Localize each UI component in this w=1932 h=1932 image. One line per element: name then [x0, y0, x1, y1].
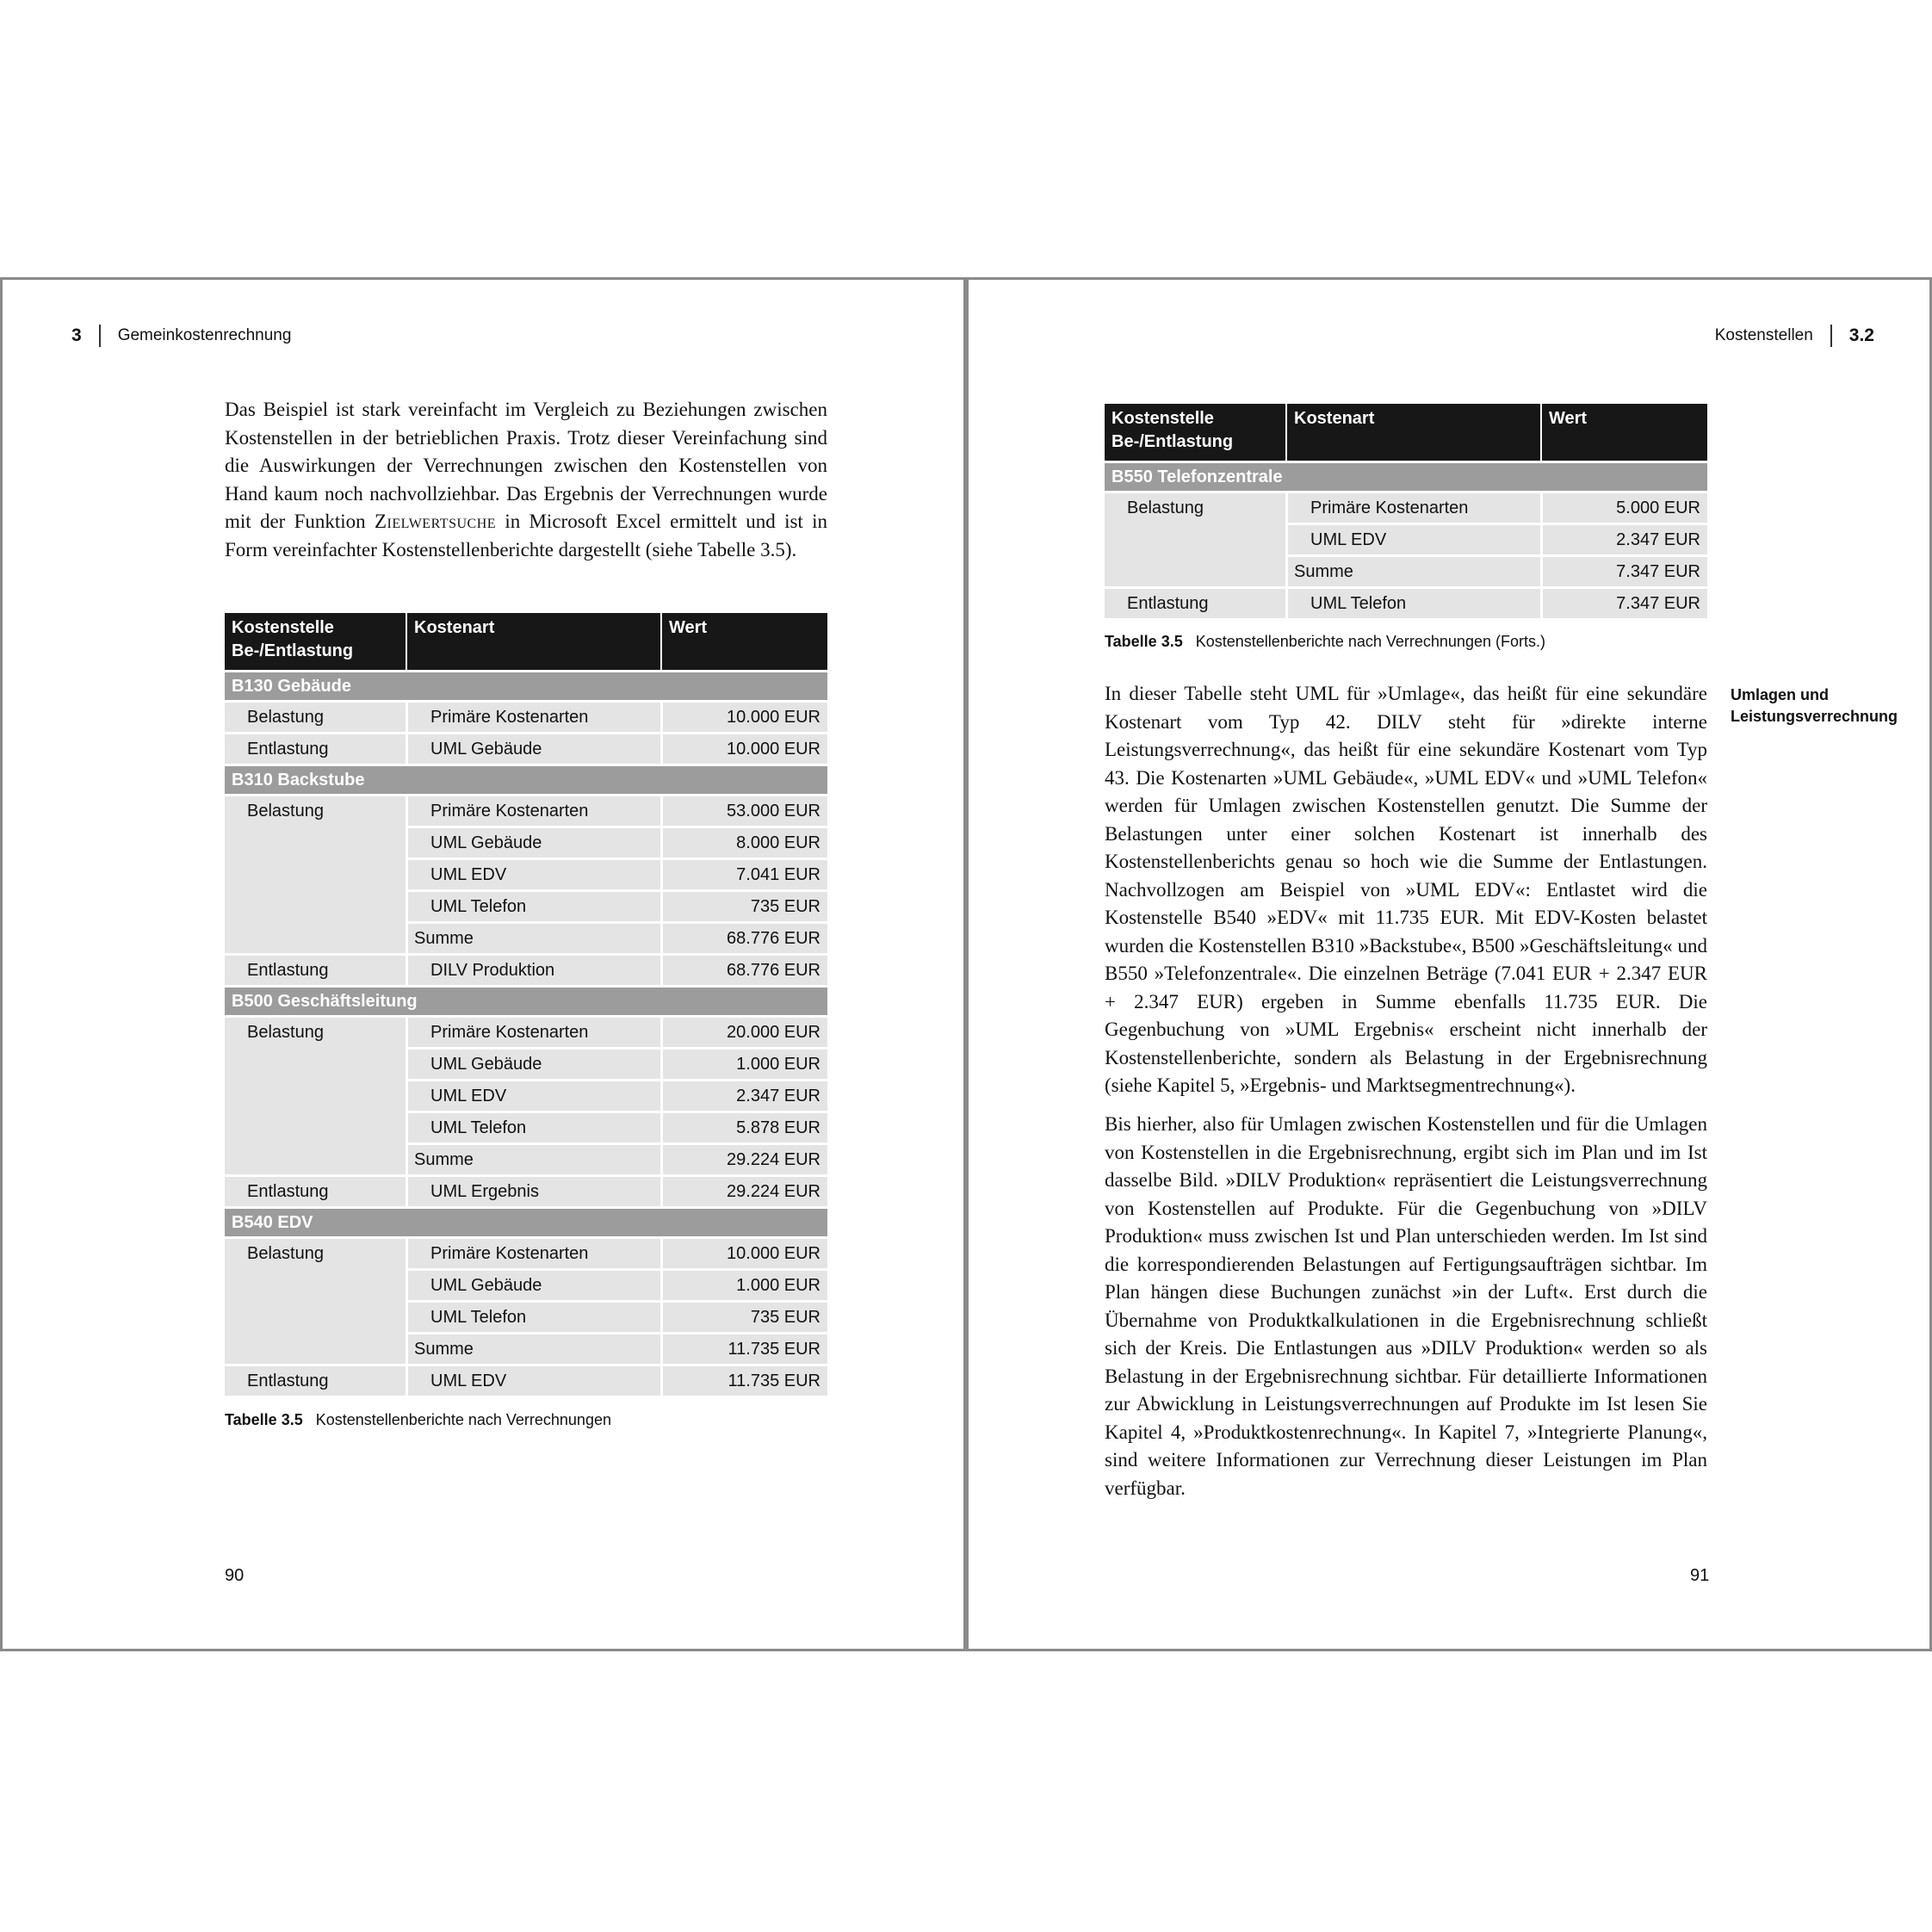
table-row [225, 956, 827, 985]
value-cell: 11.735 EUR [660, 1366, 827, 1396]
intro-paragraph [225, 396, 827, 564]
cost-type-cell: UML Telefon [1285, 589, 1540, 618]
cost-type-cell: Primäre Kostenarten [406, 1239, 660, 1268]
book-spread [0, 277, 1932, 1655]
page-number-right: 91 [1690, 1566, 1710, 1585]
table-row [225, 1177, 827, 1206]
value-cell: 7.347 EUR [1540, 589, 1707, 618]
value-cell: 20.000 EUR [660, 1018, 827, 1047]
function-name: Zielwertsuche [374, 511, 497, 532]
entry-type-cell: Belastung [225, 703, 406, 732]
cost-center-report-table-continued [1105, 401, 1707, 621]
sum-label-cell: Summe [406, 1145, 660, 1174]
value-cell: 735 EUR [660, 1303, 827, 1332]
header-divider [99, 325, 101, 347]
cost-center-group-row [225, 988, 827, 1015]
table-row [225, 703, 827, 732]
value-cell: 7.347 EUR [1540, 557, 1707, 586]
table-row [225, 734, 827, 764]
value-cell: 29.224 EUR [660, 1177, 827, 1206]
caption-label: Tabelle 3.5 [225, 1411, 303, 1428]
cost-type-cell: UML Telefon [406, 1113, 660, 1142]
entry-type-cell: Entlastung [225, 734, 406, 764]
table-row [225, 1018, 827, 1047]
column-header: Kostenart [1285, 404, 1540, 461]
running-head-right [1715, 325, 1874, 347]
value-cell: 2.347 EUR [1540, 525, 1707, 554]
value-cell: 10.000 EUR [660, 734, 827, 764]
entry-type-cell: Entlastung [225, 1177, 406, 1206]
value-cell: 10.000 EUR [660, 703, 827, 732]
cost-type-cell: UML EDV [406, 1081, 660, 1111]
cost-center-title: B500 Geschäftsleitung [225, 988, 827, 1015]
cost-center-group-row [225, 672, 827, 700]
column-header: Kostenart [406, 613, 660, 670]
entry-type-cell: Entlastung [225, 956, 406, 985]
value-cell: 735 EUR [660, 892, 827, 921]
value-cell: 8.000 EUR [660, 828, 827, 858]
value-cell: 7.041 EUR [660, 860, 827, 889]
running-head-left [71, 325, 291, 347]
chapter-title: Gemeinkostenrechnung [117, 326, 292, 344]
sum-label-cell: Summe [1285, 557, 1540, 586]
table-row [1105, 493, 1707, 523]
cost-center-group-row [225, 1209, 827, 1236]
table-row [225, 1366, 827, 1396]
entry-type-cell: Belastung [225, 796, 406, 953]
value-cell: 68.776 EUR [660, 924, 827, 953]
chapter-number: 3 [71, 325, 82, 345]
value-cell: 1.000 EUR [660, 1271, 827, 1300]
value-cell: 5.000 EUR [1540, 493, 1707, 523]
cost-type-cell: Primäre Kostenarten [1285, 493, 1540, 523]
column-header: Kostenstelle Be-/Entlastung [225, 613, 406, 670]
cost-type-cell: UML Gebäude [406, 734, 660, 764]
cost-type-cell: UML Telefon [406, 892, 660, 921]
value-cell: 5.878 EUR [660, 1113, 827, 1142]
column-header: Wert [1540, 404, 1707, 461]
sum-label-cell: Summe [406, 1334, 660, 1364]
page-number-left: 90 [225, 1566, 245, 1585]
cost-type-cell: Primäre Kostenarten [406, 703, 660, 732]
table-row [1105, 589, 1707, 618]
paragraph-uml-dilv: In dieser Tabelle steht UML für »Umlage«, das heißt für eine sekundäre Kostenart vom Typ 42. DILV steht für »direkte interne Leistungsverrechnung«, das heißt für eine sekundäre Kostenart vom Typ 43. Die Kostenarten »UML Gebäude«, »UML EDV« und »UML Telefon« werden für Umlagen zwischen Kostenstellen genutzt. Die Summe der Belastungen unter einer solchen Kostenart ist innerhalb des Kostenstellenberichts genau so hoch wie die Summe der Entlastungen. Nachvollzogen am Beispiel von »UML EDV«: Entlastet wird die Kostenstelle B540 »EDV« mit 11.735 EUR. Mit EDV-Kosten belastet wurden die Kostenstellen B310 »Backstube«, B500 »Geschäftsleitung« und B550 »Telefonzentrale«. Die einzelnen Beträge (7.041 EUR + 2.347 EUR + 2.347 EUR) ergeben in Summe ebenfalls 11.735 EUR. Die Gegenbuchung von »UML Ergebnis« erscheint nicht innerhalb der Kostenstellenberichte, sondern als Belastung in der Ergebnisrechnung (siehe Kapitel 5, »Ergebnis- und Marktsegmentrechnung«). [1105, 683, 1707, 1096]
right-page [966, 277, 1932, 1651]
intro-text-before: Das Beispiel ist stark vereinfacht im Vergleich zu Beziehungen zwischen Kostenstellen in der betrieblichen Praxis. Trotz dieser Vereinfachung sind die Auswirkungen der Verrechnungen zwischen den Kostenstellen von Hand kaum noch nachvollziehbar. Das Ergebnis der Verrechnungen wurde mit der Funktion [225, 399, 827, 532]
table-row [225, 796, 827, 826]
value-cell: 1.000 EUR [660, 1050, 827, 1079]
table-row [225, 1239, 827, 1268]
caption-label: Tabelle 3.5 [1105, 633, 1183, 650]
section-number: 3.2 [1848, 325, 1874, 345]
entry-type-cell: Entlastung [1105, 589, 1285, 618]
entry-type-cell: Belastung [225, 1239, 406, 1364]
cost-type-cell: Primäre Kostenarten [406, 796, 660, 826]
cost-type-cell: UML Gebäude [406, 1050, 660, 1079]
header-divider [1830, 325, 1832, 347]
caption-text: Kostenstellenberichte nach Verrechnungen (Forts.) [1195, 633, 1545, 650]
sum-label-cell: Summe [406, 924, 660, 953]
cost-center-title: B540 EDV [225, 1209, 827, 1236]
value-cell: 68.776 EUR [660, 956, 827, 985]
intro-text-after: in Microsoft Excel ermittelt und ist in Form vereinfachter Kostenstellenberichte dargestellt (siehe Tabelle 3.5). [225, 511, 827, 560]
table-caption-right [1105, 633, 1545, 651]
value-cell: 10.000 EUR [660, 1239, 827, 1268]
cost-type-cell: DILV Produktion [406, 956, 660, 985]
table-header-row [225, 613, 827, 670]
cost-center-report-table [225, 610, 827, 1398]
table-caption-left [225, 1411, 611, 1429]
left-page [0, 277, 966, 1651]
entry-type-cell: Belastung [1105, 493, 1285, 586]
cost-type-cell: UML EDV [1285, 525, 1540, 554]
cost-type-cell: UML Telefon [406, 1303, 660, 1332]
cost-type-cell: UML EDV [406, 1366, 660, 1396]
caption-text: Kostenstellenberichte nach Verrechnungen [315, 1411, 611, 1428]
cost-center-title: B130 Gebäude [225, 672, 827, 700]
cost-center-title: B310 Backstube [225, 766, 827, 794]
value-cell: 2.347 EUR [660, 1081, 827, 1111]
cost-center-group-row [1105, 463, 1707, 491]
cost-type-cell: UML EDV [406, 860, 660, 889]
column-header: Wert [660, 613, 827, 670]
margin-note: Umlagen und Leistungsverrechnung [1731, 686, 1898, 725]
cost-type-cell: UML Gebäude [406, 828, 660, 858]
value-cell: 53.000 EUR [660, 796, 827, 826]
cost-center-group-row [225, 766, 827, 794]
value-cell: 11.735 EUR [660, 1334, 827, 1364]
cost-type-cell: UML Gebäude [406, 1271, 660, 1300]
entry-type-cell: Belastung [225, 1018, 406, 1174]
cost-type-cell: Primäre Kostenarten [406, 1018, 660, 1047]
paragraph-plan-ist: Bis hierher, also für Umlagen zwischen Kostenstellen und für die Umlagen von Kostenstellen in die Ergebnisrechnung, ergibt sich im Plan und im Ist dasselbe Bild. »DILV Produktion« repräsentiert die Leistungsverrechnung von Kostenstellen auf Produkte. Für die Gegenbuchung von »DILV Produktion« muss zwischen Ist und Plan unterschieden werden. Im Ist sind die korrespondierenden Belastungen auf Fertigungsaufträgen sichtbar. Im Plan hängen diese Buchungen zunächst »in der Luft«. Erst durch die Übernahme von Produktkalkulationen in die Ergebnisrechnung schließt sich der Kreis. Die Entlastungen aus »DILV Produktion« werden so als Belastung in der Ergebnisrechnung sichtbar. Für detaillierte Informationen zur Abwicklung in Leistungsverrechnungen auf Produkte im Ist lesen Sie Kapitel 4, »Produktkostenrechnung«. In Kapitel 7, »Integrierte Planung«, sind weitere Informationen zur Verrechnung dieser Leistungen im Plan verfügbar. [1105, 1113, 1707, 1499]
cost-type-cell: UML Ergebnis [406, 1177, 660, 1206]
table-header-row [1105, 404, 1707, 461]
section-title: Kostenstellen [1714, 326, 1813, 344]
cost-center-title: B550 Telefonzentrale [1105, 463, 1707, 491]
value-cell: 29.224 EUR [660, 1145, 827, 1174]
column-header: Kostenstelle Be-/Entlastung [1105, 404, 1285, 461]
entry-type-cell: Entlastung [225, 1366, 406, 1396]
